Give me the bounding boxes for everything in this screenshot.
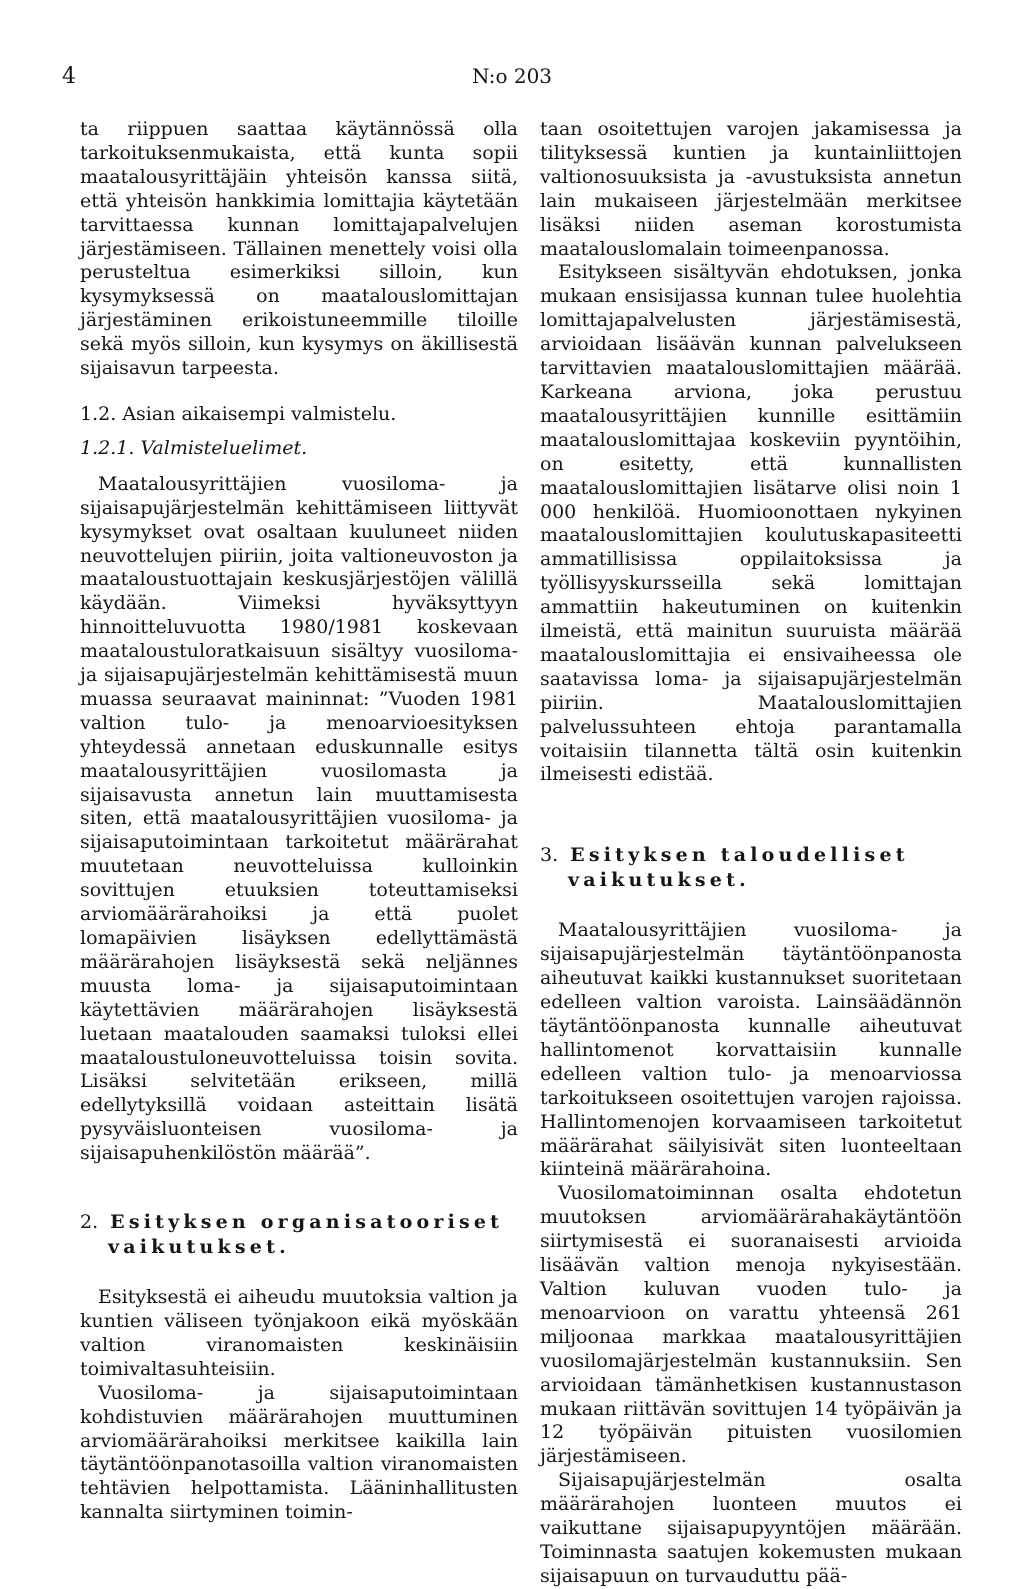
section-heading-2-line2: vaikutukset.: [108, 1236, 290, 1259]
subsection-heading-1-2-1: [80, 437, 518, 461]
section-heading-3-line2: vaikutukset.: [568, 869, 750, 892]
right-column: [540, 118, 962, 1589]
section-heading-1-2: [80, 403, 518, 427]
section-title: Asian aikaisempi valmistelu.: [122, 402, 397, 425]
paragraph: Vuosilomatoiminnan osalta ehdotetun muutoksen arviomäärärahakäytäntöön siirtymisestä ei suoranaisesti arvioida lisäävän valtion menoja nykyisestään. Valtion kuluvan vuoden tulo- ja menoarvioon on varattu yhteensä 261 miljoonaa markkaa maatalousyrittäjien vuosilomajärjestelmän kustannuksiin. Sen arvioidaan tämänhetkisen kustannustason mukaan riittävän sovittujen 14 työpäivän ja 12 työpäivän pituisten vuosilomien järjestämiseen.: [540, 1182, 962, 1468]
paragraph: Esityksestä ei aiheudu muutoksia valtion ja kuntien väliseen työnjakoon eikä myöskään valtion viranomaisten keskinäisiin toimivaltasuhteisiin.: [80, 1286, 518, 1380]
paragraph: ta riippuen saattaa käytännössä olla tarkoituksenmukaista, että kunta sopii maatalousyrittäjäin yhteisön kanssa siitä, että yhteisön hankkimia lomittajia käytetään tarvittaessa kunnan lomittajapalvelujen järjestämiseen. Tällainen menettely voisi olla perusteltua esimerkiksi silloin, kun kysymyksessä on maatalouslomittajan järjestäminen erikoistuneemmille tiloille sekä myös silloin, kun kysymys on äkillisestä sijaisavun tarpeesta.: [80, 118, 518, 380]
section-number: 1.2.: [80, 402, 117, 425]
page-number: 4: [62, 64, 76, 89]
subsection-title: Valmisteluelimet.: [140, 436, 308, 459]
paragraph: Esitykseen sisältyvän ehdotuksen, jonka mukaan ensisijassa kunnan tulee huolehtia lomittajapalvelusten järjestämisestä, arvioidaan lisäävän kunnan palvelukseen tarvittavien maatalouslomittajien määrää. Karkeana arviona, joka perustuu maatalousyrittäjien kunnille esittämiin maatalouslomittajaa koskeviin pyyntöihin, on esitetty, että kunnallisten maatalouslomittajien lisätarve olisi noin 1 000 henkilöä. Huomioonottaen nykyinen maatalouslomittajien koulutuskapasiteetti ammatillisissa oppilaitoksissa ja työllisyyskursseilla sekä lomittajan ammattiin hakeutuminen on kuitenkin ilmeistä, että mainitun suuruista määrää maatalouslomittajia ei ensivaiheessa ole saatavissa loma- ja sijaisapujärjestelmän piiriin. Maatalouslomittajien palvelussuhteen ehtoja parantamalla voitaisiin tilannetta tältä osin kuitenkin ilmeisesti edistää.: [540, 261, 962, 786]
paragraph: Sijaisapujärjestelmän osalta määrärahojen luonteen muutos ei vaikuttane sijaisapupyyntöjen määrään. Toiminnasta saatujen kokemusten mukaan sijaisapuun on turvauduttu pää-: [540, 1469, 962, 1587]
section-heading-3: [540, 843, 962, 868]
paragraph: Maatalousyrittäjien vuosiloma- ja sijaisapujärjestelmän kehittämiseen liittyvät kysymykset ovat osaltaan kuuluneet niiden neuvottelujen piiriin, joita valtioneuvoston ja maataloustuottajain keskusjärjestöjen välillä käydään. Viimeksi hyväksyttyyn hinnoitteluvuotta 1980/1981 koskevaan maataloustuloratkaisuun sisältyy vuosiloma- ja sijaisapujärjestelmän kehittämisestä muun muassa seuraavat maininnat: ”Vuoden 1981 valtion tulo- ja menoarvioesityksen yhteydessä annetaan eduskunnalle esitys maatalousyrittäjien vuosilomasta ja sijaisavusta annetun lain muuttamisesta siten, että maatalousyrittäjien vuosiloma- ja sijaisaputoimintaan tarkoitetut määrärahat muutetaan neuvotteluissa kulloinkin sovittujen etuuksien toteuttamiseksi arviomäärärahoiksi ja että puolet lomapäivien lisäyksen edellyttämästä määrärahojen lisäyksestä sekä neljännes muusta loma- ja sijaisaputoimintaan käytettävien määrärahojen lisäyksestä luetaan maatalouden saamaksi tuloksi ellei maataloustuloneuvotteluissa toisin sovita. Lisäksi selvitetään erikseen, millä edellytyksillä voidaan asteittain lisätä pysyväisluonteisen vuosiloma- ja sijaisapuhenkilöstön määrää”.: [80, 472, 518, 1165]
section-title-line1: Esityksen taloudelliset: [570, 844, 909, 867]
document-code: N:o 203: [471, 64, 553, 88]
section-title-line1: Esityksen organisatooriset: [110, 1211, 504, 1234]
paragraph: taan osoitettujen varojen jakamisessa ja tilityksessä kuntien ja kuntainliittojen valtionosuuksista ja -avustuksista annetun lain mukaiseen järjestelmään merkitsee lisäksi niiden aseman korostumista maatalouslomalain toimeenpanossa.: [540, 118, 962, 260]
paragraph: Vuosiloma- ja sijaisaputoimintaan kohdistuvien määrärahojen muuttuminen arviomäärärahoiksi merkitsee kaikilla lain täytäntöönpanotasoilla valtion viranomaisten tehtävien helpottamista. Lääninhallitusten kannalta siirtyminen toimin-: [80, 1381, 518, 1524]
paragraph: Maatalousyrittäjien vuosiloma- ja sijaisapujärjestelmän täytäntöönpanosta aiheutuvat kaikki kustannukset suoritetaan edelleen valtion varoista. Lainsäädännön täytäntöönpanosta kunnalle aiheutuvat hallintomenot korvattaisiin kunnalle edelleen valtion tulo- ja menoarviossa tarkoitukseen osoitettujen varojen rajoissa. Hallintomenojen korvaamiseen tarkoitetut määrärahat säilyisivät siten luonteeltaan kiinteinä määrärahoina.: [540, 919, 962, 1181]
subsection-number: 1.2.1.: [80, 436, 135, 459]
left-column: [80, 118, 518, 1525]
section-number: 2.: [80, 1211, 99, 1234]
section-number: 3.: [540, 844, 559, 867]
section-heading-2: [80, 1210, 518, 1235]
